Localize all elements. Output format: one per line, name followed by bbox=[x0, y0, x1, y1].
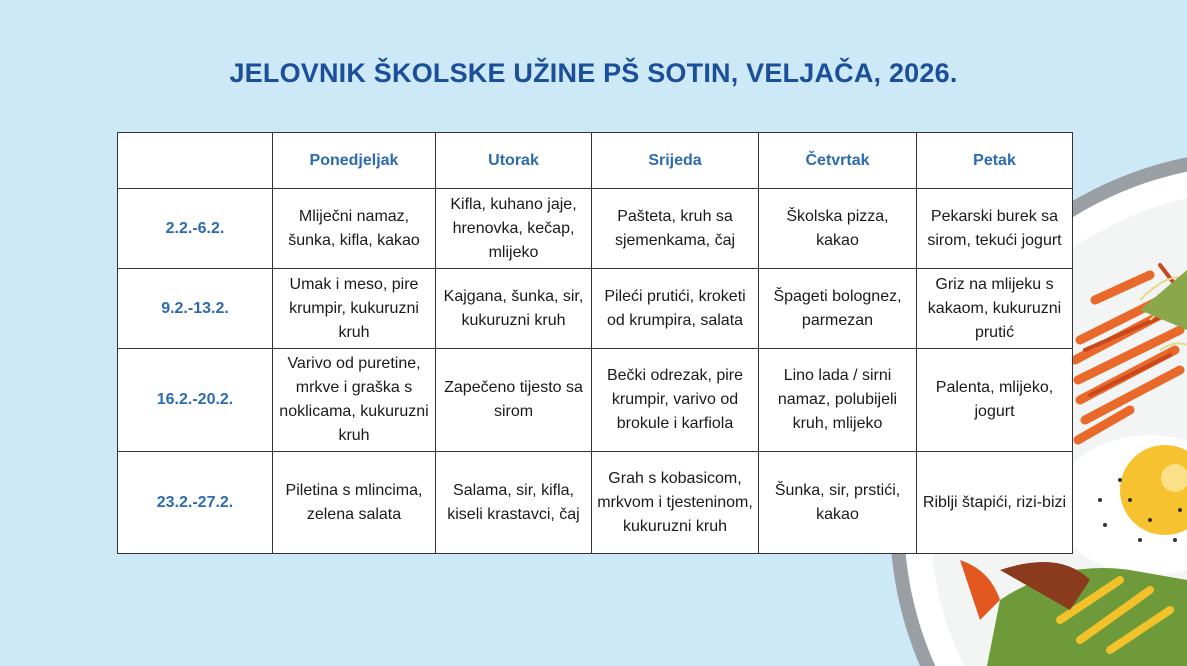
week-label: 9.2.-13.2. bbox=[118, 269, 273, 349]
header-day-friday: Petak bbox=[917, 133, 1073, 189]
header-corner-cell bbox=[118, 133, 273, 189]
meal-cell: Školska pizza, kakao bbox=[759, 189, 917, 269]
meal-cell: Lino lada / sirni namaz, polubijeli kruh, mlijeko bbox=[759, 349, 917, 452]
table-row bbox=[118, 269, 1073, 349]
meal-cell: Špageti bolognez, parmezan bbox=[759, 269, 917, 349]
meal-cell: Umak i meso, pire krumpir, kukuruzni kruh bbox=[273, 269, 436, 349]
header-day-tuesday: Utorak bbox=[436, 133, 592, 189]
table-row bbox=[118, 189, 1073, 269]
table-row bbox=[118, 452, 1073, 554]
meal-cell: Varivo od puretine, mrkve i graška s noklicama, kukuruzni kruh bbox=[273, 349, 436, 452]
header-day-monday: Ponedjeljak bbox=[273, 133, 436, 189]
week-label: 2.2.-6.2. bbox=[118, 189, 273, 269]
meal-cell: Palenta, mlijeko, jogurt bbox=[917, 349, 1073, 452]
page-title: JELOVNIK ŠKOLSKE UŽINE PŠ SOTIN, VELJAČA, 2026. bbox=[229, 58, 958, 88]
meal-cell: Pašteta, kruh sa sjemenkama, čaj bbox=[592, 189, 759, 269]
table-header-row bbox=[118, 133, 1073, 189]
header-day-wednesday: Srijeda bbox=[592, 133, 759, 189]
meal-cell: Riblji štapići, rizi-bizi bbox=[917, 452, 1073, 554]
meal-cell: Bečki odrezak, pire krumpir, varivo od brokule i karfiola bbox=[592, 349, 759, 452]
meal-cell: Kifla, kuhano jaje, hrenovka, kečap, mlijeko bbox=[436, 189, 592, 269]
meal-cell: Pekarski burek sa sirom, tekući jogurt bbox=[917, 189, 1073, 269]
week-label: 23.2.-27.2. bbox=[118, 452, 273, 554]
meal-cell: Zapečeno tijesto sa sirom bbox=[436, 349, 592, 452]
meal-cell: Salama, sir, kifla, kiseli krastavci, čaj bbox=[436, 452, 592, 554]
meal-cell: Mliječni namaz, šunka, kifla, kakao bbox=[273, 189, 436, 269]
meal-cell: Griz na mlijeku s kakaom, kukuruzni prutić bbox=[917, 269, 1073, 349]
meal-cell: Šunka, sir, prstići, kakao bbox=[759, 452, 917, 554]
menu-table bbox=[117, 132, 1073, 554]
table-row bbox=[118, 349, 1073, 452]
meal-cell: Kajgana, šunka, sir, kukuruzni kruh bbox=[436, 269, 592, 349]
meal-cell: Grah s kobasicom, mrkvom i tjesteninom, kukuruzni kruh bbox=[592, 452, 759, 554]
meal-cell: Piletina s mlincima, zelena salata bbox=[273, 452, 436, 554]
header-day-thursday: Četvrtak bbox=[759, 133, 917, 189]
week-label: 16.2.-20.2. bbox=[118, 349, 273, 452]
meal-cell: Pileći prutići, kroketi od krumpira, salata bbox=[592, 269, 759, 349]
